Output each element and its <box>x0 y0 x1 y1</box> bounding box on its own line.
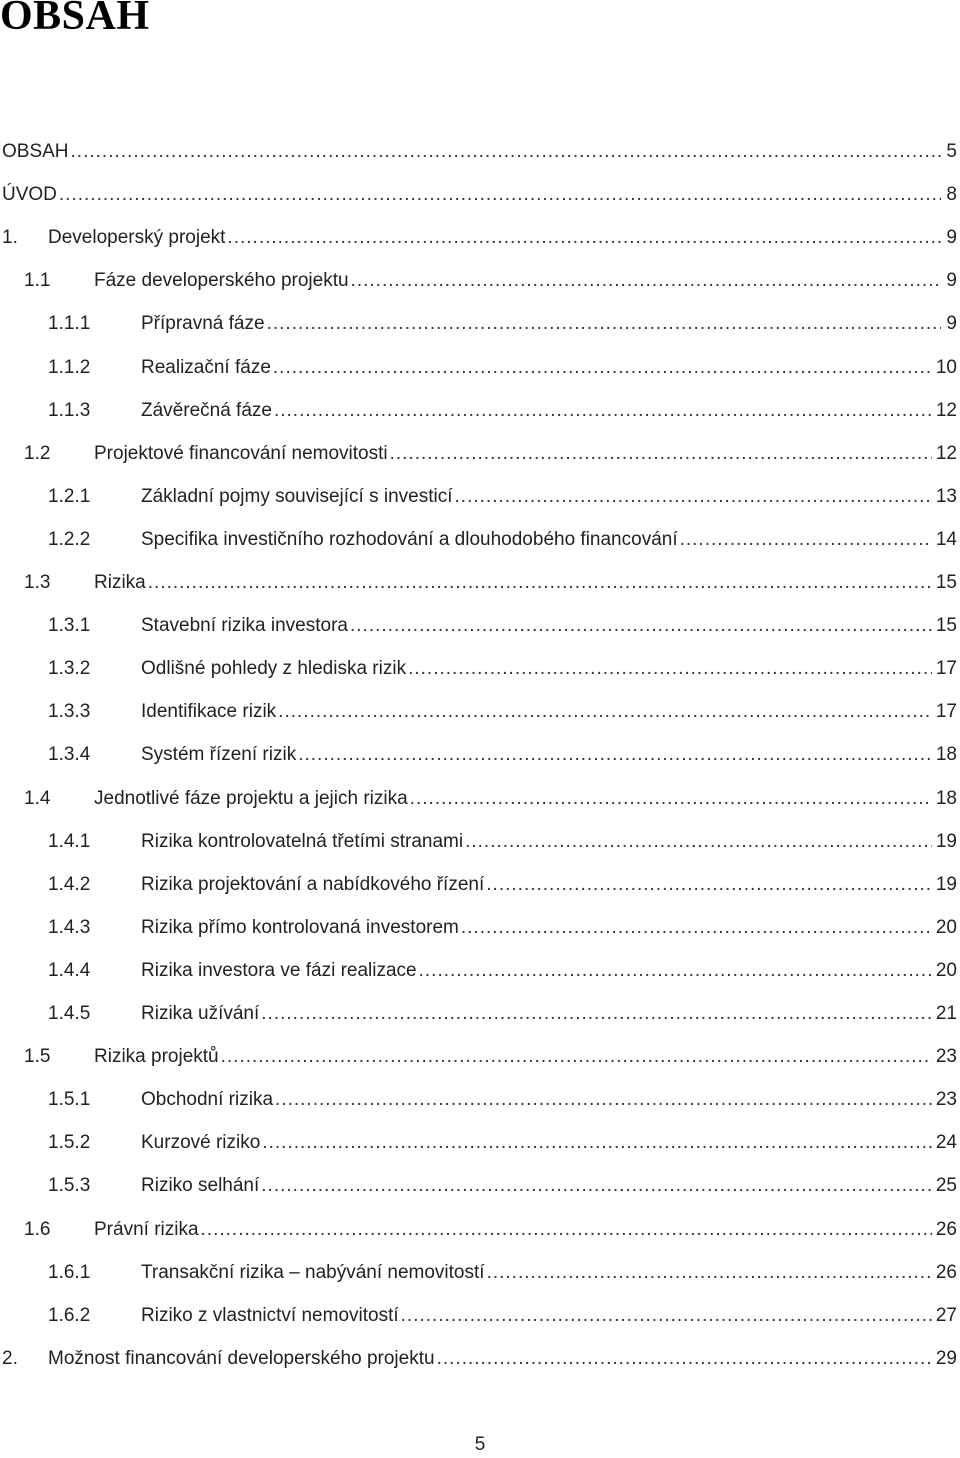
toc-entry-title: Fáze developerského projektu <box>94 270 349 291</box>
toc-entry-page: 18 <box>935 788 957 809</box>
toc-dot-leader <box>201 1215 932 1245</box>
toc-entry-page: 8 <box>946 184 957 205</box>
toc-dot-leader <box>350 611 932 641</box>
toc-entry-page: 25 <box>935 1175 957 1196</box>
toc-entry[interactable] <box>48 1301 957 1331</box>
toc-entry-title: Identifikace rizik <box>141 701 277 722</box>
toc-dot-leader <box>437 1344 932 1374</box>
toc-entry[interactable] <box>48 396 957 426</box>
toc-entry[interactable] <box>24 784 957 814</box>
toc-dot-leader <box>410 784 932 814</box>
toc-dot-leader <box>680 525 932 555</box>
toc-entry-number: 1.1.2 <box>48 357 91 378</box>
toc-entry-page: 17 <box>935 701 957 722</box>
toc-entry-page: 23 <box>935 1089 957 1110</box>
toc-entry-number: 1.4.4 <box>48 960 91 981</box>
toc-dot-leader <box>261 999 932 1029</box>
toc-entry-title: Rizika přímo kontrolovaná investorem <box>141 917 459 938</box>
toc-dot-leader <box>298 740 932 770</box>
toc-entry-number: 1.6.1 <box>48 1262 91 1283</box>
toc-dot-leader <box>273 353 932 383</box>
toc-entry-number: 1.2 <box>24 443 51 464</box>
toc-entry[interactable] <box>48 1171 957 1201</box>
toc-entry-page: 24 <box>935 1132 957 1153</box>
toc-entry[interactable] <box>48 827 957 857</box>
toc-entry-number: 1.1.1 <box>48 313 91 334</box>
toc-entry-title: ÚVOD <box>2 184 57 205</box>
toc-entry-title: Jednotlivé fáze projektu a jejich rizika <box>94 788 408 809</box>
toc-entry[interactable] <box>2 180 957 210</box>
toc-entry-page: 9 <box>946 270 957 291</box>
toc-entry-number: 1.5.2 <box>48 1132 91 1153</box>
toc-entry-title: Specifika investičního rozhodování a dlouhodobého financování <box>141 529 678 550</box>
toc-entry[interactable] <box>24 439 957 469</box>
toc-dot-leader <box>461 913 932 943</box>
toc-entry[interactable] <box>48 309 957 339</box>
toc-entry-page: 12 <box>935 400 957 421</box>
toc-entry[interactable] <box>48 697 957 727</box>
toc-dot-leader <box>262 1128 932 1158</box>
toc-entry-title: Riziko z vlastnictví nemovitostí <box>141 1305 399 1326</box>
toc-entry-number: 1.4.5 <box>48 1003 91 1024</box>
toc-entry-number: 1.3 <box>24 572 51 593</box>
toc-dot-leader <box>261 1171 932 1201</box>
toc-entry-title: Riziko selhání <box>141 1175 260 1196</box>
page-number: 5 <box>474 1434 486 1455</box>
toc-entry-number: 1.2.2 <box>48 529 91 550</box>
toc-entry[interactable] <box>48 999 957 1029</box>
toc-entry-page: 12 <box>935 443 957 464</box>
toc-dot-leader <box>227 223 941 253</box>
toc-entry-number: 1.3.3 <box>48 701 91 722</box>
toc-entry-number: 1.3.4 <box>48 744 91 765</box>
toc-entry-number: 1.6.2 <box>48 1305 91 1326</box>
toc-entry-title: Transakční rizika – nabývání nemovitostí <box>141 1262 485 1283</box>
toc-entry[interactable] <box>48 525 957 555</box>
toc-entry-number: 1.4 <box>24 788 51 809</box>
toc-entry[interactable] <box>2 1344 957 1374</box>
toc-entry-number: 1.5.1 <box>48 1089 91 1110</box>
toc-entry[interactable] <box>48 1085 957 1115</box>
toc-entry-page: 27 <box>935 1305 957 1326</box>
toc-entry-number: 1. <box>2 227 18 248</box>
toc-entry-title: Obchodní rizika <box>141 1089 274 1110</box>
toc-entry-page: 9 <box>946 313 957 334</box>
toc-entry-page: 29 <box>935 1348 957 1369</box>
toc-entry[interactable] <box>24 1042 957 1072</box>
toc-entry-number: 1.5 <box>24 1046 51 1067</box>
toc-entry[interactable] <box>24 266 957 296</box>
toc-dot-leader <box>59 180 941 210</box>
toc-entry-title: Rizika projektů <box>94 1046 219 1067</box>
toc-entry-title: Možnost financování developerského projektu <box>48 1348 435 1369</box>
toc-entry-number: 1.3.2 <box>48 658 91 679</box>
toc-entry-title: Rizika kontrolovatelná třetími stranami <box>141 831 464 852</box>
toc-dot-leader <box>71 137 941 167</box>
toc-entry-page: 15 <box>935 615 957 636</box>
toc-entry-number: 1.4.1 <box>48 831 91 852</box>
toc-entry-page: 17 <box>935 658 957 679</box>
toc-entry[interactable] <box>48 913 957 943</box>
toc-dot-leader <box>465 827 932 857</box>
toc-entry[interactable] <box>48 353 957 383</box>
toc-entry-number: 1.6 <box>24 1219 51 1240</box>
toc-entry-page: 10 <box>935 357 957 378</box>
toc-dot-leader <box>401 1301 932 1331</box>
toc-entry-title: Základní pojmy související s investicí <box>141 486 453 507</box>
toc-dot-leader <box>486 870 932 900</box>
toc-entry[interactable] <box>48 740 957 770</box>
toc-entry[interactable] <box>48 1128 957 1158</box>
toc-entry[interactable] <box>2 137 957 167</box>
toc-entry-number: 2. <box>2 1348 18 1369</box>
toc-entry-number: 1.4.3 <box>48 917 91 938</box>
toc-dot-leader <box>351 266 941 296</box>
toc-entry-number: 1.5.3 <box>48 1175 91 1196</box>
toc-entry-number: 1.4.2 <box>48 874 91 895</box>
toc-entry-title: OBSAH <box>2 141 69 162</box>
toc-entry-page: 15 <box>935 572 957 593</box>
toc-entry-title: Kurzové riziko <box>141 1132 261 1153</box>
toc-entry-page: 20 <box>935 917 957 938</box>
toc-entry-number: 1.2.1 <box>48 486 91 507</box>
toc-dot-leader <box>274 396 932 426</box>
toc-entry[interactable] <box>24 1215 957 1245</box>
toc-dot-leader <box>487 1258 932 1288</box>
toc-entry[interactable] <box>48 956 957 986</box>
toc-entry-page: 13 <box>935 486 957 507</box>
toc-dot-leader <box>390 439 932 469</box>
toc-dot-leader <box>221 1042 932 1072</box>
toc-entry-title: Rizika užívání <box>141 1003 260 1024</box>
toc-entry-title: Přípravná fáze <box>141 313 265 334</box>
toc-dot-leader <box>278 697 932 727</box>
page-title: OBSAH <box>0 0 150 39</box>
toc-entry-page: 9 <box>946 227 957 248</box>
toc-entry-page: 26 <box>935 1219 957 1240</box>
toc-entry-title: Systém řízení rizik <box>141 744 297 765</box>
toc-entry[interactable] <box>48 482 957 512</box>
toc-dot-leader <box>455 482 932 512</box>
toc-entry[interactable] <box>48 870 957 900</box>
toc-entry-page: 19 <box>935 874 957 895</box>
toc-entry[interactable] <box>48 611 957 641</box>
toc-dot-leader <box>408 654 932 684</box>
toc-entry-page: 20 <box>935 960 957 981</box>
toc-entry-page: 18 <box>935 744 957 765</box>
toc-entry-page: 26 <box>935 1262 957 1283</box>
toc-entry-title: Rizika investora ve fázi realizace <box>141 960 417 981</box>
toc-entry-number: 1.1 <box>24 270 51 291</box>
toc-entry-page: 21 <box>935 1003 957 1024</box>
toc-entry-number: 1.1.3 <box>48 400 91 421</box>
toc-entry-title: Rizika projektování a nabídkového řízení <box>141 874 485 895</box>
toc-entry-number: 1.3.1 <box>48 615 91 636</box>
toc-entry-page: 14 <box>935 529 957 550</box>
toc-entry-page: 23 <box>935 1046 957 1067</box>
toc-entry-title: Stavební rizika investora <box>141 615 348 636</box>
toc-entry-title: Právní rizika <box>94 1219 199 1240</box>
toc-entry-page: 19 <box>935 831 957 852</box>
toc-entry-page: 5 <box>946 141 957 162</box>
toc-entry-title: Rizika <box>94 572 146 593</box>
toc-entry-title: Projektové financování nemovitosti <box>94 443 388 464</box>
toc-entry-title: Realizační fáze <box>141 357 271 378</box>
toc-entry-title: Developerský projekt <box>48 227 226 248</box>
toc-entry-title: Odlišné pohledy z hlediska rizik <box>141 658 407 679</box>
toc-entry[interactable] <box>2 223 957 253</box>
toc-entry[interactable] <box>48 654 957 684</box>
toc-entry[interactable] <box>24 568 957 598</box>
toc-dot-leader <box>148 568 932 598</box>
toc-dot-leader <box>267 309 941 339</box>
toc-dot-leader <box>419 956 932 986</box>
toc-entry[interactable] <box>48 1258 957 1288</box>
toc-dot-leader <box>275 1085 932 1115</box>
toc-entry-title: Závěrečná fáze <box>141 400 272 421</box>
